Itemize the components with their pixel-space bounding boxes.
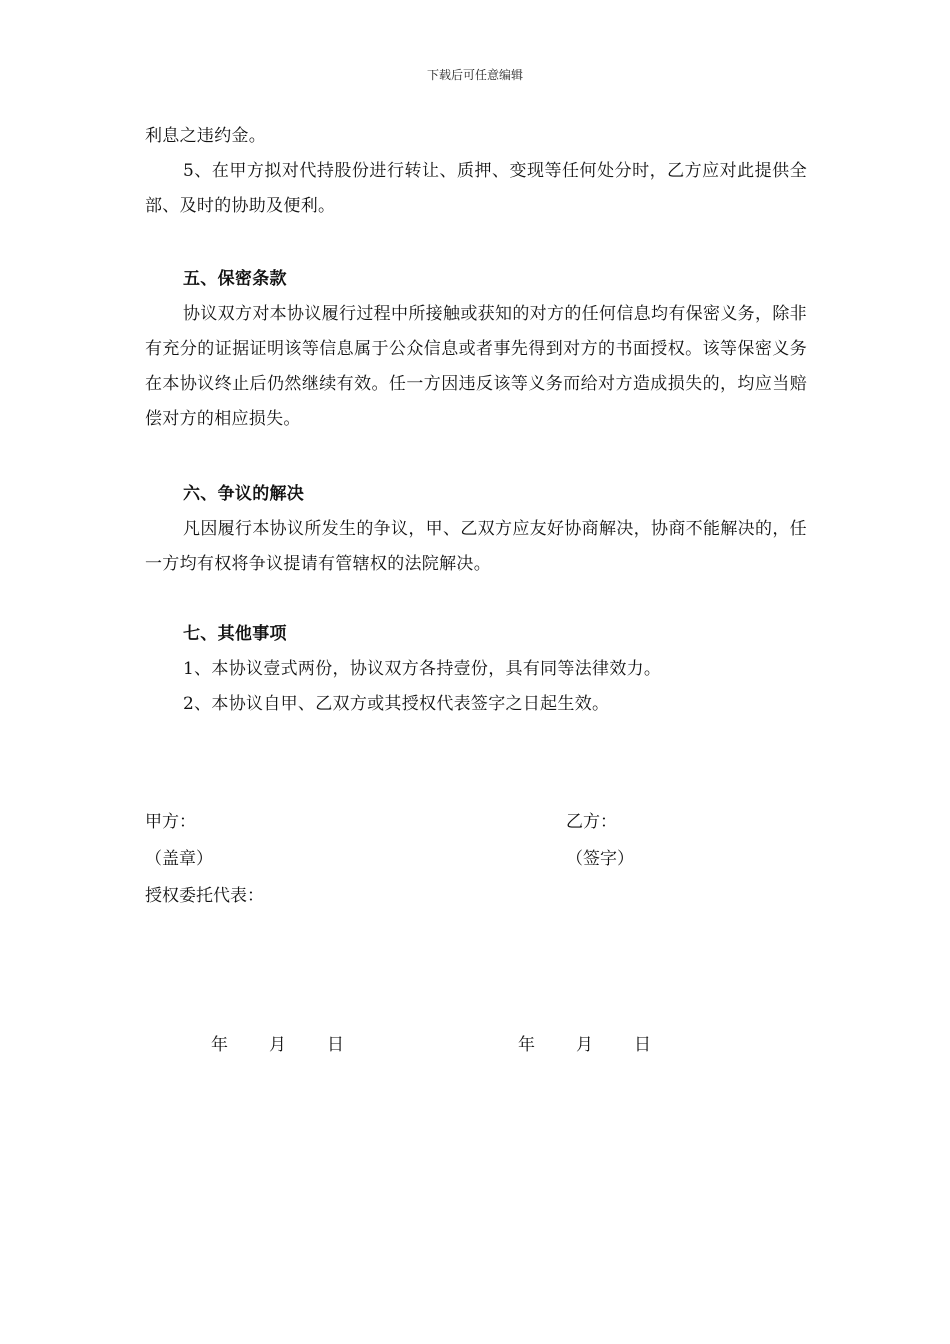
party-a-date xyxy=(211,1030,344,1055)
paragraph: 利息之违约金。 xyxy=(145,126,267,146)
section-4-tail xyxy=(145,119,807,224)
party-a-seal-label: （盖章） xyxy=(145,849,213,869)
section-heading: 六、争议的解决 xyxy=(183,484,305,504)
party-a-representative-label: 授权委托代表： xyxy=(145,886,264,906)
date-month: 月 xyxy=(576,1035,593,1055)
clause-item-2: 2、本协议自甲、乙双方或其授权代表签字之日起生效。 xyxy=(183,694,610,714)
section-6 xyxy=(145,477,807,582)
page-header: 下载后可任意编辑 xyxy=(426,68,523,82)
date-year: 年 xyxy=(518,1035,535,1055)
section-heading: 七、其他事项 xyxy=(183,624,287,644)
section-heading: 五、保密条款 xyxy=(183,269,287,289)
date-day: 日 xyxy=(634,1035,651,1055)
party-b-signature-label: （签字） xyxy=(566,849,634,869)
clause-item-5: 5、在甲方拟对代持股份进行转让、质押、变现等任何处分时，乙方应对此提供全部、及时的协助及便利。 xyxy=(145,161,807,216)
section-5 xyxy=(145,262,807,437)
section-body: 凡因履行本协议所发生的争议，甲、乙双方应友好协商解决，协商不能解决的，任一方均有权将争议提请有管辖权的法院解决。 xyxy=(145,519,807,574)
date-year: 年 xyxy=(211,1035,228,1055)
party-b-label: 乙方： xyxy=(566,812,617,832)
date-day: 日 xyxy=(327,1035,344,1055)
section-7 xyxy=(145,617,807,722)
clause-item-1: 1、本协议壹式两份，协议双方各持壹份，具有同等法律效力。 xyxy=(183,659,662,679)
party-a-label: 甲方： xyxy=(145,812,196,832)
date-month: 月 xyxy=(269,1035,286,1055)
party-b-date xyxy=(518,1030,651,1055)
section-body: 协议双方对本协议履行过程中所接触或获知的对方的任何信息均有保密义务，除非有充分的证据证明该等信息属于公众信息或者事先得到对方的书面授权。该等保密义务在本协议终止后仍然继续有效。任一方因违反该等义务而给对方造成损失的，均应当赔偿对方的相应损失。 xyxy=(145,304,807,429)
